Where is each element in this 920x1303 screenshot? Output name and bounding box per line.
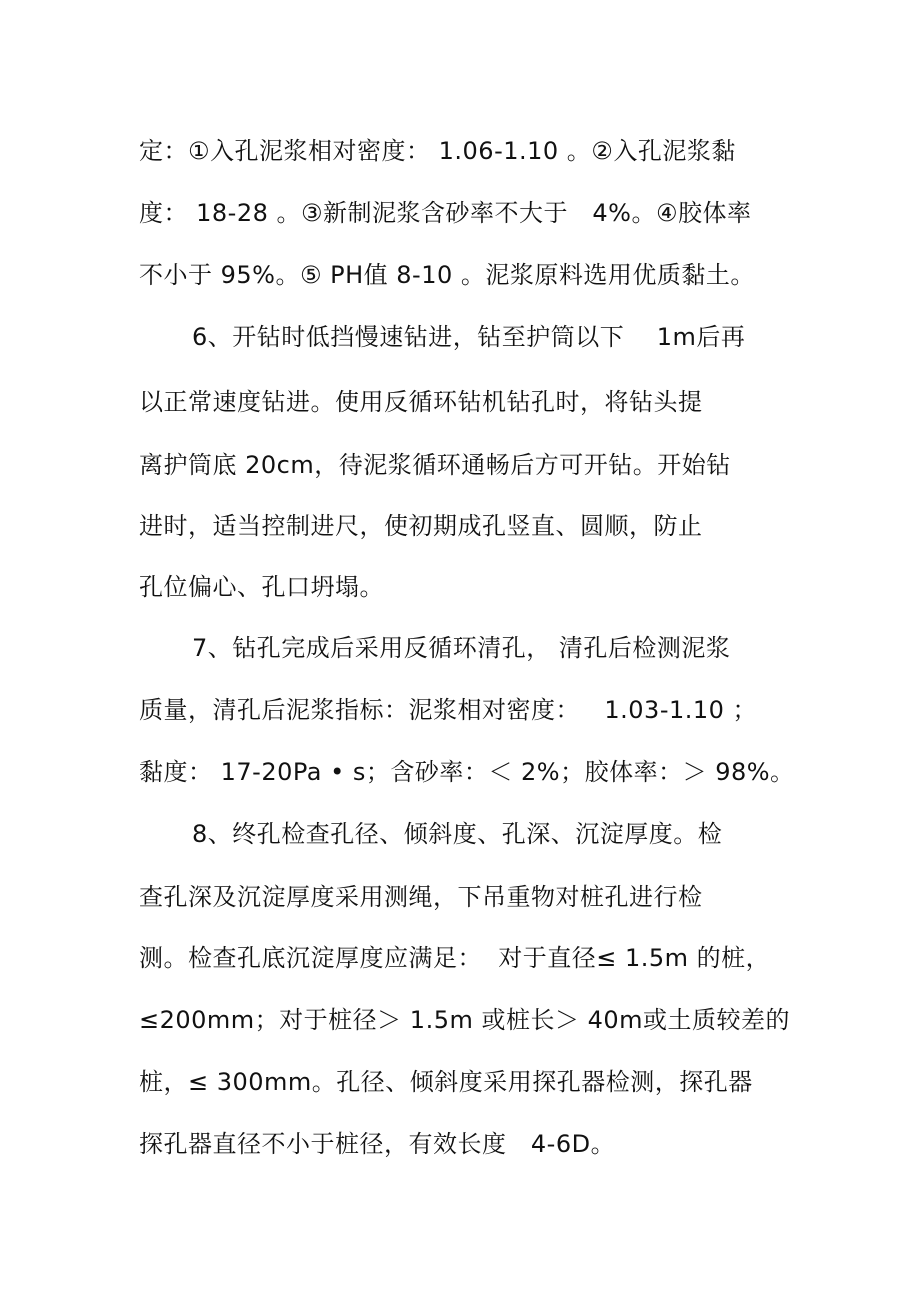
text-line: 探孔器直径不小于桩径，有效长度 4-6D。: [139, 1130, 616, 1158]
text-line: 质量，清孔后泥浆指标：泥浆相对密度： 1.03-1.10 ；: [139, 696, 758, 724]
text-line: 黏度： 17-20Pa • s；含砂率：＜ 2%；胶体率：＞ 98%。: [139, 758, 795, 786]
text-line: 以正常速度钻进。使用反循环钻机钻孔时，将钻头提: [139, 388, 703, 416]
text-line: 不小于 95%。⑤ PH值 8-10 。泥浆原料选用优质黏土。: [139, 261, 755, 289]
text-line: 定：①入孔泥浆相对密度： 1.06-1.10 。②入孔泥浆黏: [139, 137, 736, 165]
text-line: 度： 18-28 。③新制泥浆含砂率不大于 4%。④胶体率: [139, 199, 752, 227]
paragraph-6-first-line: 6、开钻时低挡慢速钻进，钻至护筒以下 1m后再: [192, 323, 746, 351]
text-line: 离护筒底 20cm，待泥浆循环通畅后方可开钻。开始钻: [139, 451, 731, 479]
text-line: ≤200mm；对于桩径＞ 1.5m 或桩长＞ 40m或土质较差的: [139, 1006, 791, 1034]
text-line: 测。检查孔底沉淀厚度应满足： 对于直径≤ 1.5m 的桩，: [139, 944, 771, 972]
paragraph-7-first-line: 7、钻孔完成后采用反循环清孔， 清孔后检测泥浆: [192, 634, 731, 662]
text-line: 桩，≤ 300mm。孔径、倾斜度采用探孔器检测，探孔器: [139, 1068, 753, 1096]
paragraph-8-first-line: 8、终孔检查孔径、倾斜度、孔深、沉淀厚度。检: [192, 820, 723, 848]
text-line: 查孔深及沉淀厚度采用测绳，下吊重物对桩孔进行检: [139, 883, 703, 911]
text-line: 孔位偏心、孔口坍塌。: [139, 573, 384, 601]
text-line: 进时，适当控制进尺，使初期成孔竖直、圆顺，防止: [139, 512, 703, 540]
